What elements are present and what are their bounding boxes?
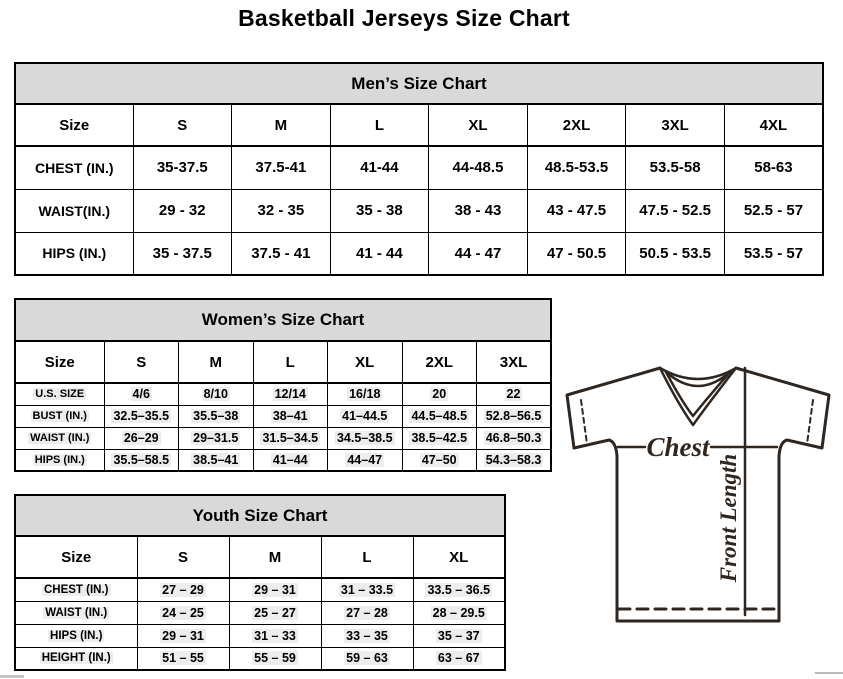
cell-text: 32.5–35.5 <box>113 409 170 423</box>
table-cell <box>253 449 328 471</box>
table-row <box>15 232 823 275</box>
table-cell <box>137 578 229 601</box>
cell-text: 44–47 <box>347 452 383 467</box>
womens-size-chart-table <box>14 298 552 472</box>
table-cell <box>104 449 179 471</box>
front-length-label: Front Length <box>716 453 741 583</box>
table-cell <box>477 405 552 427</box>
cell-text: 27 – 29 <box>162 582 204 597</box>
table-row <box>15 189 823 232</box>
table-cell: 58-63 <box>724 146 823 189</box>
cell-text: 35.5–58.5 <box>113 452 170 467</box>
column-header-size: Size <box>15 104 133 146</box>
row-label-hips <box>15 624 137 647</box>
column-header-l: L <box>321 536 413 578</box>
row-label-chest <box>15 578 137 601</box>
cell-text: 27 – 28 <box>346 605 388 620</box>
table-row <box>15 601 505 624</box>
table-cell <box>321 647 413 670</box>
column-header-s: S <box>104 341 179 383</box>
column-header-3xl: 3XL <box>477 341 552 383</box>
column-header-s: S <box>137 536 229 578</box>
table-cell <box>402 449 477 471</box>
table-cell <box>229 601 321 624</box>
table-cell <box>321 578 413 601</box>
cell-text: 52.8–56.5 <box>485 409 542 423</box>
table-cell <box>477 383 552 405</box>
column-header-xl: XL <box>413 536 505 578</box>
table-cell <box>477 427 552 449</box>
row-label-waist <box>15 601 137 624</box>
cell-text: 25 – 27 <box>254 605 296 620</box>
cell-text: 16/18 <box>349 387 381 402</box>
column-header-xl: XL <box>429 104 528 146</box>
womens-chart-caption: Women’s Size Chart <box>15 299 551 341</box>
table-cell <box>253 405 328 427</box>
column-header-l: L <box>330 104 429 146</box>
cell-text: 24 – 25 <box>162 605 204 620</box>
table-cell <box>328 449 403 471</box>
cell-text: 63 – 67 <box>437 651 480 666</box>
table-row <box>15 405 551 427</box>
table-row <box>15 449 551 471</box>
column-header-size: Size <box>15 536 137 578</box>
table-cell: 35-37.5 <box>133 146 232 189</box>
cell-text: 12/14 <box>274 387 306 402</box>
table-row <box>15 146 823 189</box>
table-cell <box>413 578 505 601</box>
cell-text: 8/10 <box>203 387 228 402</box>
table-cell: 53.5 - 57 <box>724 232 823 275</box>
left-cuff-dash <box>581 400 587 444</box>
column-header-4xl: 4XL <box>724 104 823 146</box>
table-cell <box>413 601 505 624</box>
column-header-3xl: 3XL <box>626 104 725 146</box>
row-label-chest: CHEST (IN.) <box>15 146 133 189</box>
row-label-hips: HIPS (IN.) <box>15 232 133 275</box>
cell-text: 41–44.5 <box>342 409 388 423</box>
cell-text: 47–50 <box>421 452 457 467</box>
cell-text: 59 – 63 <box>346 651 388 666</box>
cell-text: 22 <box>506 387 521 402</box>
table-cell: 37.5-41 <box>232 146 331 189</box>
table-cell: 32 - 35 <box>232 189 331 232</box>
table-cell: 44-48.5 <box>429 146 528 189</box>
table-cell <box>137 647 229 670</box>
youth-chart-caption: Youth Size Chart <box>15 495 505 536</box>
cell-text: 38.5–41 <box>193 452 239 467</box>
table-cell <box>402 427 477 449</box>
scrollbar-fragment-right[interactable] <box>815 672 843 674</box>
chest-label: Chest <box>646 432 710 462</box>
table-cell <box>328 405 403 427</box>
womens-header-row <box>15 341 551 383</box>
cell-text: HEIGHT (IN.) <box>41 652 111 665</box>
table-cell: 41 - 44 <box>330 232 429 275</box>
table-cell <box>229 624 321 647</box>
table-cell <box>104 427 179 449</box>
cell-text: 29 – 31 <box>254 582 296 597</box>
table-cell <box>402 405 477 427</box>
cell-text: BUST (IN.) <box>32 410 87 422</box>
table-cell <box>321 624 413 647</box>
cell-text: 29–31.5 <box>193 431 239 445</box>
table-cell <box>328 383 403 405</box>
table-cell: 50.5 - 53.5 <box>626 232 725 275</box>
right-cuff-dash <box>807 400 813 444</box>
cell-text: 4/6 <box>132 387 150 402</box>
mens-header-row <box>15 104 823 146</box>
table-cell <box>179 427 254 449</box>
cell-text: 28 – 29.5 <box>432 605 485 620</box>
table-cell <box>137 624 229 647</box>
cell-text: WAIST (IN.) <box>30 432 90 444</box>
cell-text: 54.3–58.3 <box>485 452 542 467</box>
table-cell <box>104 383 179 405</box>
table-cell: 41-44 <box>330 146 429 189</box>
table-cell <box>229 647 321 670</box>
row-label-height <box>15 647 137 670</box>
table-cell <box>104 405 179 427</box>
table-cell: 29 - 32 <box>133 189 232 232</box>
row-label-hips <box>15 449 104 471</box>
cell-text: 31.5–34.5 <box>262 431 319 445</box>
table-cell: 44 - 47 <box>429 232 528 275</box>
table-cell <box>229 578 321 601</box>
table-cell <box>179 383 254 405</box>
mens-size-chart-table <box>14 62 824 276</box>
table-cell <box>321 601 413 624</box>
cell-text: 31 – 33.5 <box>340 582 394 597</box>
cell-text: 35.5–38 <box>193 409 239 423</box>
cell-text: 33.5 – 36.5 <box>427 582 491 597</box>
column-header-size: Size <box>15 341 104 383</box>
mens-chart-caption: Men’s Size Chart <box>15 63 823 104</box>
table-cell: 37.5 - 41 <box>232 232 331 275</box>
cell-text: 55 – 59 <box>254 651 296 666</box>
cell-text: 51 – 55 <box>162 651 204 666</box>
table-cell: 35 - 37.5 <box>133 232 232 275</box>
table-cell <box>413 624 505 647</box>
row-label-us-size <box>15 383 104 405</box>
cell-text: 46.8–50.3 <box>485 431 542 445</box>
cell-text: 35 – 37 <box>437 628 480 643</box>
table-cell <box>137 601 229 624</box>
row-label-waist <box>15 427 104 449</box>
table-row <box>15 578 505 601</box>
table-cell <box>179 405 254 427</box>
row-label-bust <box>15 405 104 427</box>
table-cell: 35 - 38 <box>330 189 429 232</box>
column-header-l: L <box>253 341 328 383</box>
cell-text: 29 – 31 <box>162 628 204 643</box>
cell-text: HIPS (IN.) <box>34 453 85 466</box>
column-header-2xl: 2XL <box>527 104 626 146</box>
table-cell <box>253 383 328 405</box>
cell-text: 41–44 <box>272 452 308 467</box>
table-cell: 43 - 47.5 <box>527 189 626 232</box>
cell-text: WAIST (IN.) <box>45 606 108 619</box>
table-cell: 48.5-53.5 <box>527 146 626 189</box>
cell-text: 44.5–48.5 <box>411 409 468 423</box>
page-title: Basketball Jerseys Size Chart <box>238 5 570 31</box>
table-cell <box>253 427 328 449</box>
youth-size-chart-table <box>14 494 506 671</box>
cell-text: U.S. SIZE <box>35 388 85 401</box>
column-header-m: M <box>179 341 254 383</box>
table-row <box>15 647 505 670</box>
column-header-m: M <box>229 536 321 578</box>
table-cell <box>477 449 552 471</box>
table-cell <box>328 427 403 449</box>
table-cell: 47.5 - 52.5 <box>626 189 725 232</box>
column-header-2xl: 2XL <box>402 341 477 383</box>
cell-text: 20 <box>432 387 447 402</box>
column-header-s: S <box>133 104 232 146</box>
jersey-outline <box>567 368 829 621</box>
cell-text: 38.5–42.5 <box>411 431 468 445</box>
table-cell <box>413 647 505 670</box>
column-header-xl: XL <box>328 341 403 383</box>
table-row <box>15 383 551 405</box>
jersey-measurement-diagram <box>552 356 842 676</box>
table-cell: 47 - 50.5 <box>527 232 626 275</box>
cell-text: 31 – 33 <box>254 628 296 643</box>
table-cell: 52.5 - 57 <box>724 189 823 232</box>
table-cell: 38 - 43 <box>429 189 528 232</box>
row-label-waist: WAIST(IN.) <box>15 189 133 232</box>
table-row <box>15 427 551 449</box>
table-row <box>15 624 505 647</box>
scrollbar-fragment-left[interactable] <box>0 675 24 678</box>
cell-text: HIPS (IN.) <box>50 629 103 642</box>
table-cell <box>179 449 254 471</box>
cell-text: CHEST (IN.) <box>43 583 109 596</box>
table-cell: 53.5-58 <box>626 146 725 189</box>
table-cell <box>402 383 477 405</box>
cell-text: 26–29 <box>123 431 159 445</box>
youth-header-row <box>15 536 505 578</box>
cell-text: 33 – 35 <box>346 628 388 643</box>
cell-text: 34.5–38.5 <box>336 431 393 445</box>
column-header-m: M <box>232 104 331 146</box>
cell-text: 38–41 <box>272 409 308 423</box>
